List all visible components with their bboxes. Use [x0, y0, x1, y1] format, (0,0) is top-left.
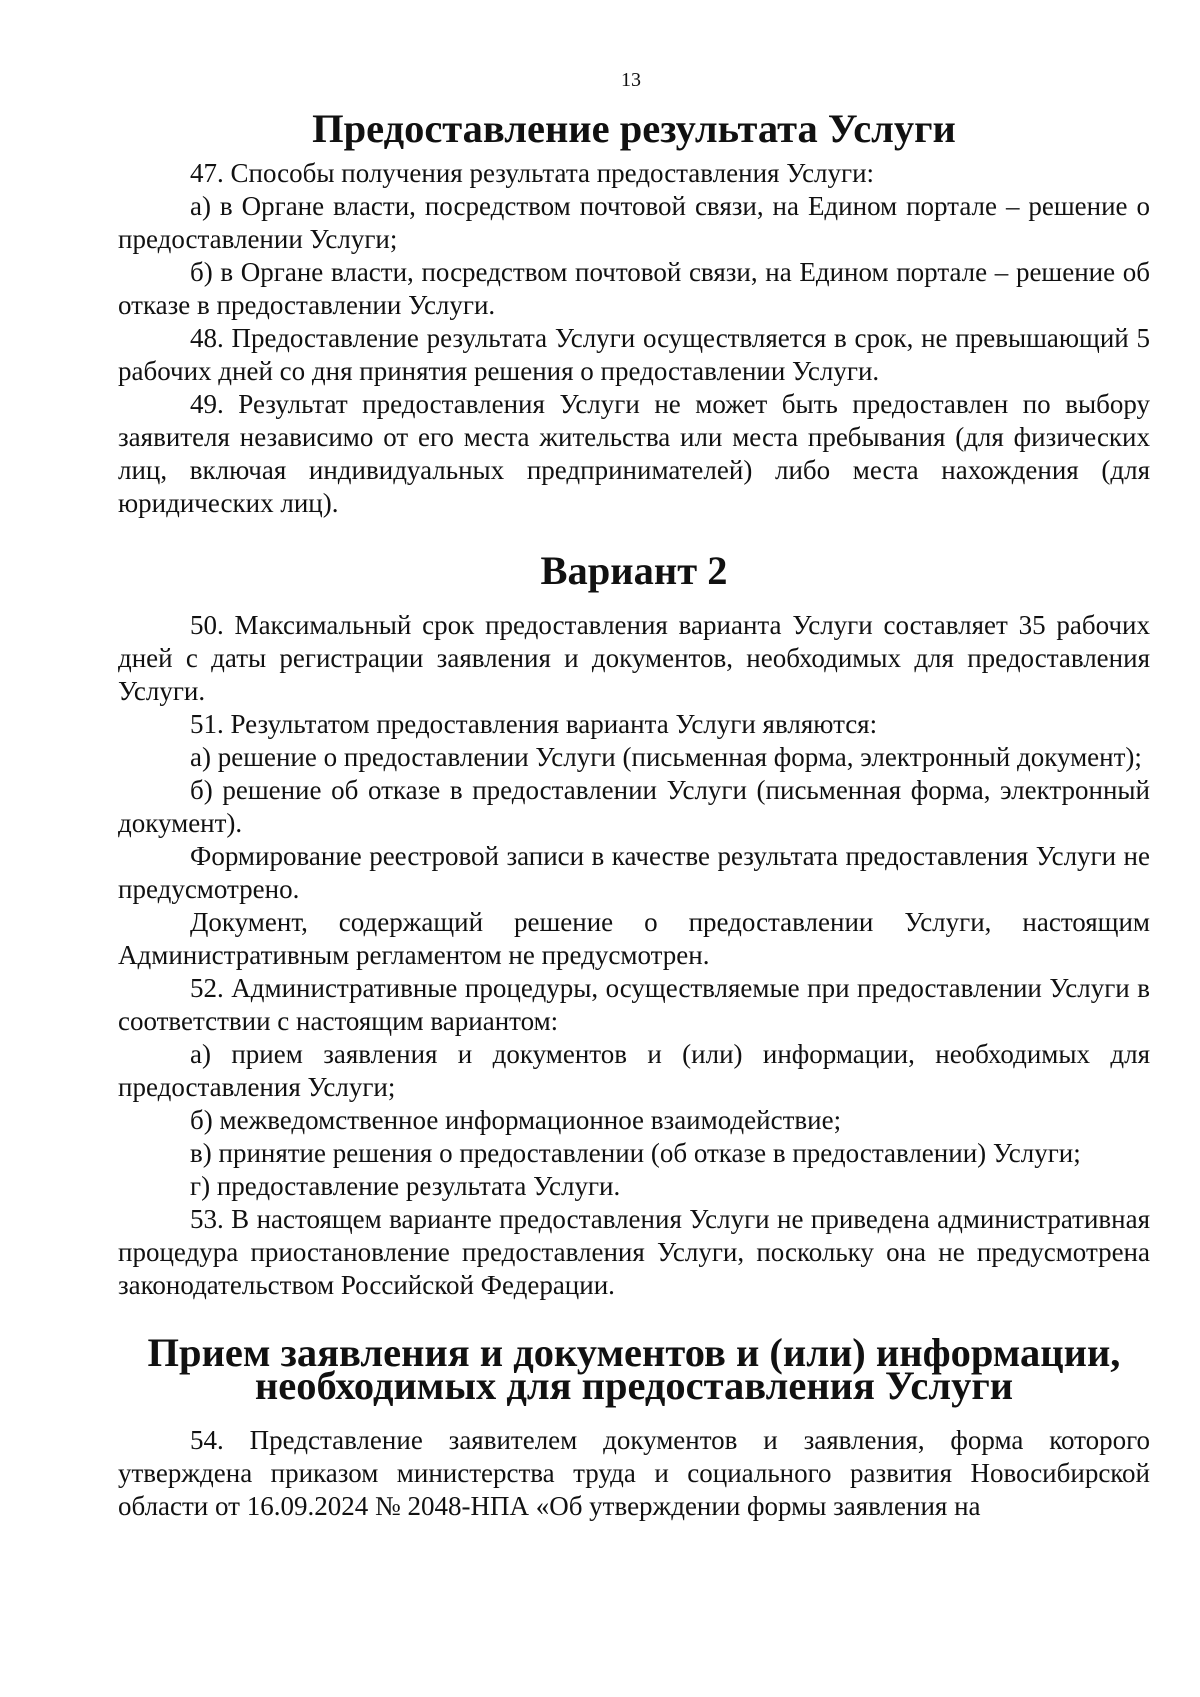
paragraph-47a: а) в Органе власти, посредством почтовой связи, на Едином портале – решение о предоставлении Услуги; [118, 191, 1150, 254]
paragraph-53: 53. В настоящем варианте предоставления Услуги не приведена административная процедура приостановление предоставления Услуги, поскольку она не предусмотрена законодательством Российской Федерации. [118, 1204, 1150, 1300]
paragraph-51b: б) решение об отказе в предоставлении Услуги (письменная форма, электронный документ). [118, 775, 1150, 838]
paragraph-51a: а) решение о предоставлении Услуги (письменная форма, электронный документ); [190, 742, 1142, 772]
section-heading-variant-2: Вариант 2 [540, 548, 728, 593]
paragraph-54: 54. Представление заявителем документов и заявления, форма которого утверждена приказом министерства труда и социального развития Новосибирской области от 16.09.2024 № 2048-НПА «Об утверждении формы заявления на [118, 1425, 1150, 1521]
paragraph-registry: Формирование реестровой записи в качестве результата предоставления Услуги не предусмотрено. [118, 841, 1150, 904]
paragraph-52a: а) прием заявления и документов и (или) информации, необходимых для предоставления Услуги; [118, 1039, 1150, 1102]
paragraph-47b: б) в Органе власти, посредством почтовой связи, на Едином портале – решение об отказе в предоставлении Услуги. [118, 257, 1150, 320]
paragraph-52: 52. Административные процедуры, осуществляемые при предоставлении Услуги в соответствии с настоящим вариантом: [118, 973, 1150, 1036]
paragraph-50: 50. Максимальный срок предоставления варианта Услуги составляет 35 рабочих дней с даты регистрации заявления и документов, необходимых для предоставления Услуги. [118, 610, 1150, 706]
paragraph-document: Документ, содержащий решение о предоставлении Услуги, настоящим Административным регламентом не предусмотрен. [118, 907, 1150, 970]
paragraph-49: 49. Результат предоставления Услуги не может быть предоставлен по выбору заявителя независимо от его места жительства или места пребывания (для физических лиц, включая индивидуальных предпринимателей) либо места нахождения (для юридических лиц). [118, 389, 1150, 518]
section-heading-application: Прием заявления и документов и (или) информации, необходимых для предоставления Услуги [147, 1330, 1121, 1408]
paragraph-47: 47. Способы получения результата предоставления Услуги: [190, 158, 875, 188]
paragraph-51: 51. Результатом предоставления варианта Услуги являются: [190, 709, 878, 739]
paragraph-52d: г) предоставление результата Услуги. [190, 1171, 621, 1201]
paragraph-48: 48. Предоставление результата Услуги осуществляется в срок, не превышающий 5 рабочих дней со дня принятия решения о предоставлении Услуги. [118, 323, 1150, 386]
page-number: 13 [621, 69, 641, 91]
paragraph-52c: в) принятие решения о предоставлении (об отказе в предоставлении) Услуги; [190, 1138, 1081, 1168]
document-body [118, 106, 1150, 1523]
section-heading-result: Предоставление результата Услуги [312, 106, 956, 151]
paragraph-52b: б) межведомственное информационное взаимодействие; [190, 1105, 842, 1135]
